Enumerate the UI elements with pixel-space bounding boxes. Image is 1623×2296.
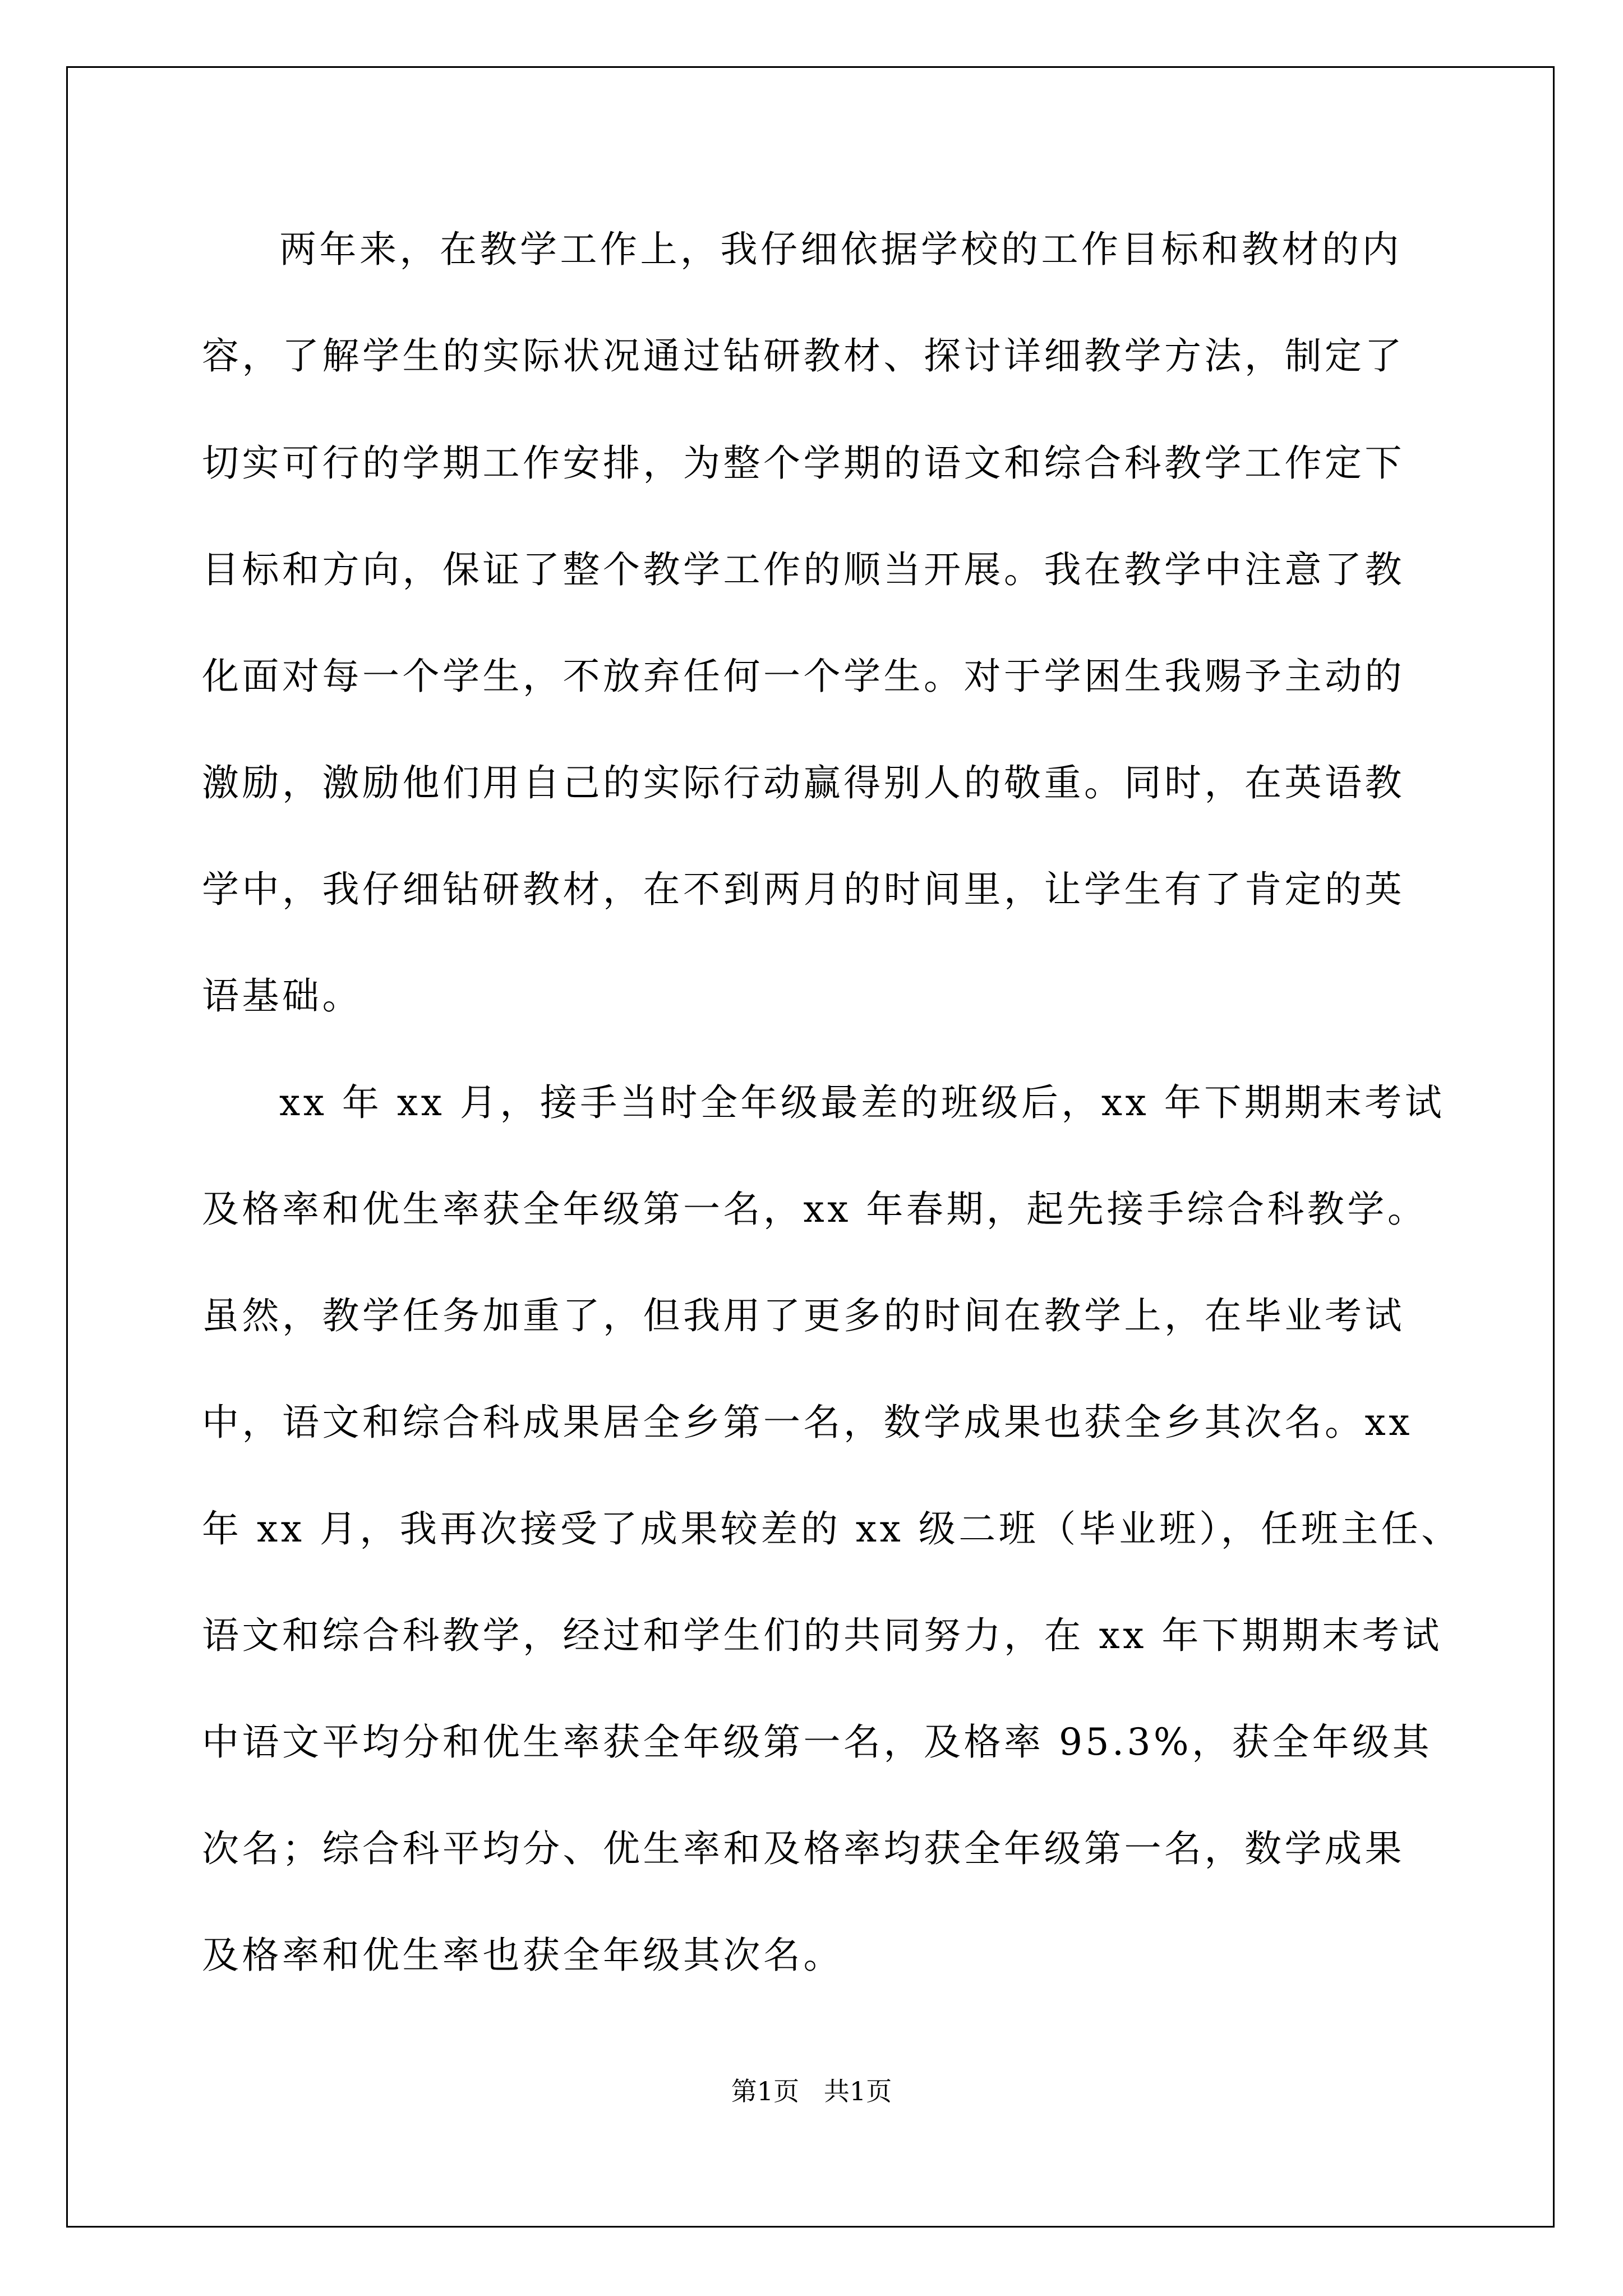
paragraph-1-line-7: 学中，我仔细钻研教材，在不到两月的时间里，让学生有了肯定的英	[202, 868, 1405, 911]
paragraph-2-line-5: 年 xx 月，我再次接受了成果较差的 xx 级二班（毕业班），任班主任、	[202, 1507, 1461, 1550]
paragraph-2-line-9: 及格率和优生率也获全年级其次名。	[202, 1934, 843, 1977]
page-footer: 第1页 共1页	[731, 2076, 892, 2106]
paragraph-2-line-8: 次名；综合科平均分、优生率和及格率均获全年级第一名，数学成果	[202, 1827, 1405, 1870]
paragraph-1-line-3: 切实可行的学期工作安排，为整个学期的语文和综合科教学工作定下	[202, 441, 1405, 485]
paragraph-2-line-7: 中语文平均分和优生率获全年级第一名，及格率 95.3%，获全年级其	[202, 1720, 1433, 1764]
paragraph-2-line-6: 语文和综合科教学，经过和学生们的共同努力，在 xx 年下期期末考试	[202, 1614, 1442, 1657]
paragraph-1-line-6: 激励，激励他们用自己的实际行动赢得别人的敬重。同时，在英语教	[202, 761, 1405, 804]
paragraph-2-line-2: 及格率和优生率获全年级第一名，xx 年春期，起先接手综合科教学。	[202, 1188, 1428, 1231]
paragraph-1-line-8: 语基础。	[202, 974, 362, 1018]
paragraph-2-line-4: 中，语文和综合科成果居全乡第一名，数学成果也获全乡其次名。xx	[202, 1401, 1413, 1444]
page-border	[66, 66, 1555, 2228]
paragraph-2-line-1: xx 年 xx 月，接手当时全年级最差的班级后，xx 年下期期末考试	[279, 1081, 1445, 1124]
paragraph-1-line-4: 目标和方向，保证了整个教学工作的顺当开展。我在教学中注意了教	[202, 548, 1405, 591]
paragraph-2-line-3: 虽然，教学任务加重了，但我用了更多的时间在教学上，在毕业考试	[202, 1294, 1405, 1337]
paragraph-1-line-2: 容，了解学生的实际状况通过钻研教材、探讨详细教学方法，制定了	[202, 334, 1405, 378]
paragraph-1-line-1: 两年来，在教学工作上，我仔细依据学校的工作目标和教材的内	[279, 228, 1402, 271]
paragraph-1-line-5: 化面对每一个学生，不放弃任何一个学生。对于学困生我赐予主动的	[202, 655, 1405, 698]
